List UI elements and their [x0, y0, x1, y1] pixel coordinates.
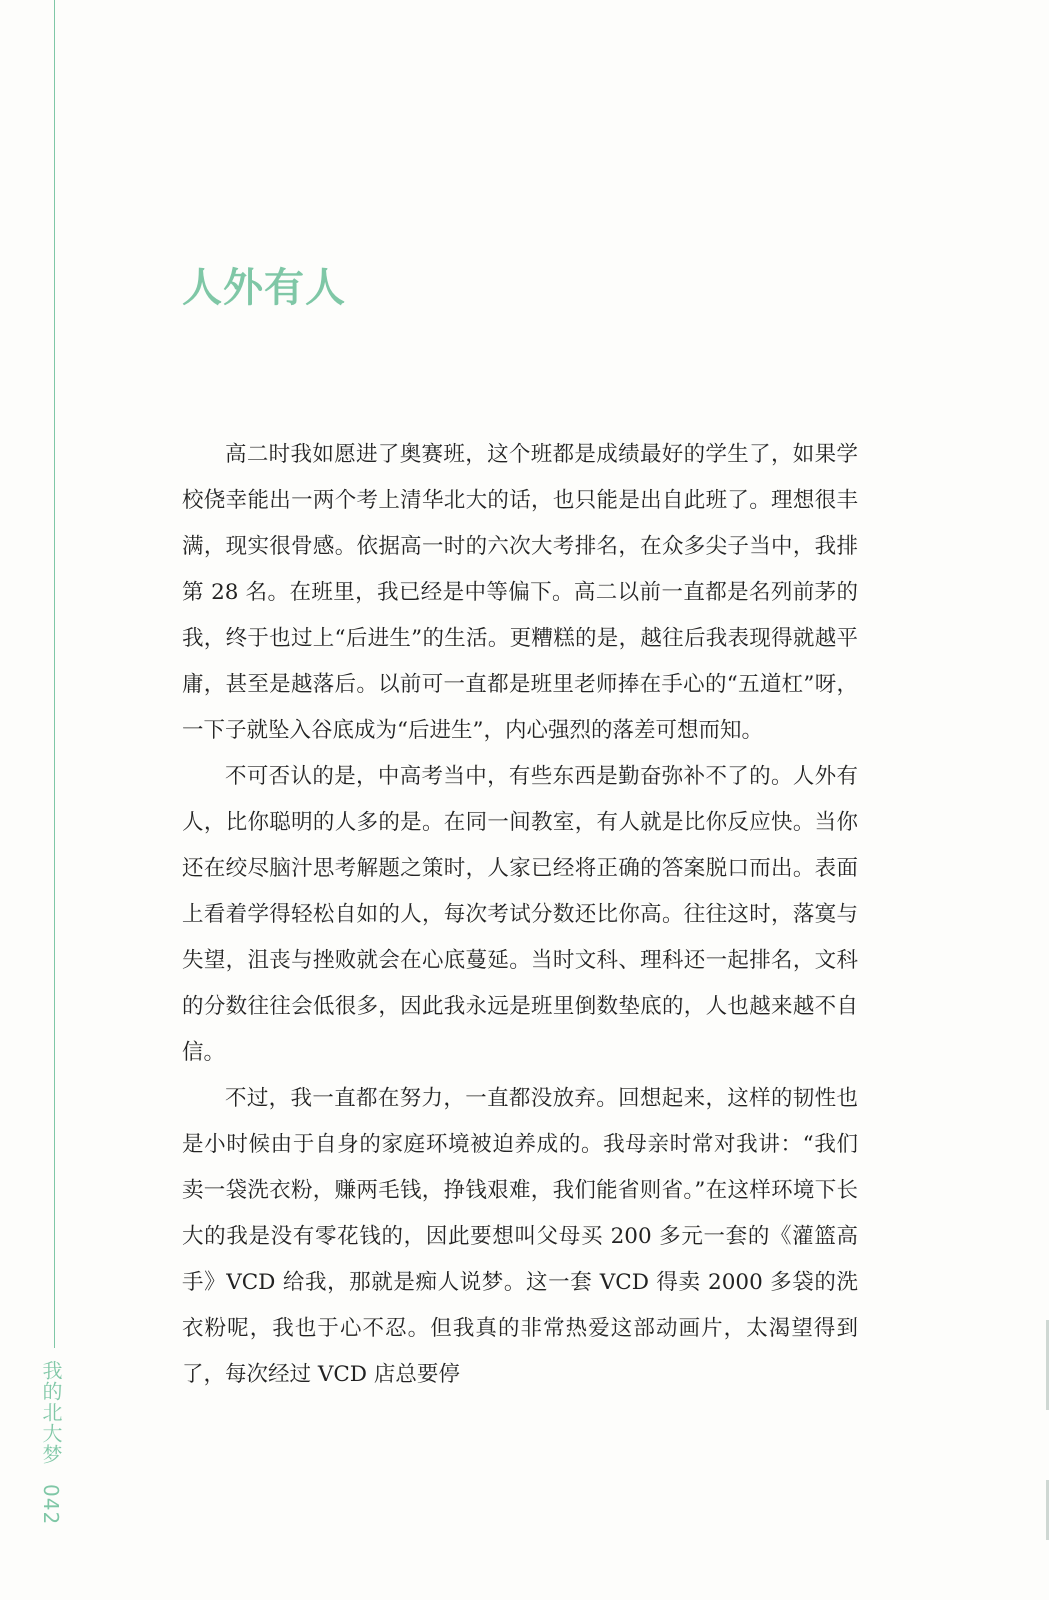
paragraph-3: 不过，我一直都在努力，一直都没放弃。回想起来，这样的韧性也是小时候由于自身的家庭环境被迫养成的。我母亲时常对我讲：“我们卖一袋洗衣粉，赚两毛钱，挣钱艰难，我们能省则省。”在这样环境下长大的我是没有零花钱的，因此要想叫父母买 200 多元一套的《灌篮高手》VCD 给我，那就是痴人说梦。这一套 VCD 得卖 2000 多袋的洗衣粉呢，我也于心不忍。但我真的非常热爱这部动画片，太渴望得到了，每次经过 VCD 店总要停 — [182, 1086, 858, 1387]
paragraph-1: 高二时我如愿进了奥赛班，这个班都是成绩最好的学生了，如果学校侥幸能出一两个考上清华北大的话，也只能是出自此班了。理想很丰满，现实很骨感。依据高一时的六次大考排名，在众多尖子当中，我排第 28 名。在班里，我已经是中等偏下。高二以前一直都是名列前茅的我，终于也过上“后进生”的生活。更糟糕的是，越往后我表现得就越平庸，甚至是越落后。以前可一直都是班里老师捧在手心的“五道杠”呀，一下子就坠入谷底成为“后进生”，内心强烈的落差可想而知。 — [182, 442, 858, 743]
running-header — [40, 1360, 66, 1526]
chapter-title: 人外有人 — [182, 264, 346, 311]
page-number: 042 — [39, 1484, 63, 1526]
paragraph-2: 不可否认的是，中高考当中，有些东西是勤奋弥补不了的。人外有人，比你聪明的人多的是。在同一间教室，有人就是比你反应快。当你还在绞尽脑汁思考解题之策时，人家已经将正确的答案脱口而出。表面上看着学得轻松自如的人，每次考试分数还比你高。往往这时，落寞与失望，沮丧与挫败就会在心底蔓延。当时文科、理科还一起排名，文科的分数往往会低很多，因此我永远是班里倒数垫底的，人也越来越不自信。 — [182, 764, 858, 1065]
body-text — [182, 432, 858, 1398]
margin-rule — [54, 0, 55, 1348]
book-title: 我的北大梦 — [39, 1360, 63, 1465]
